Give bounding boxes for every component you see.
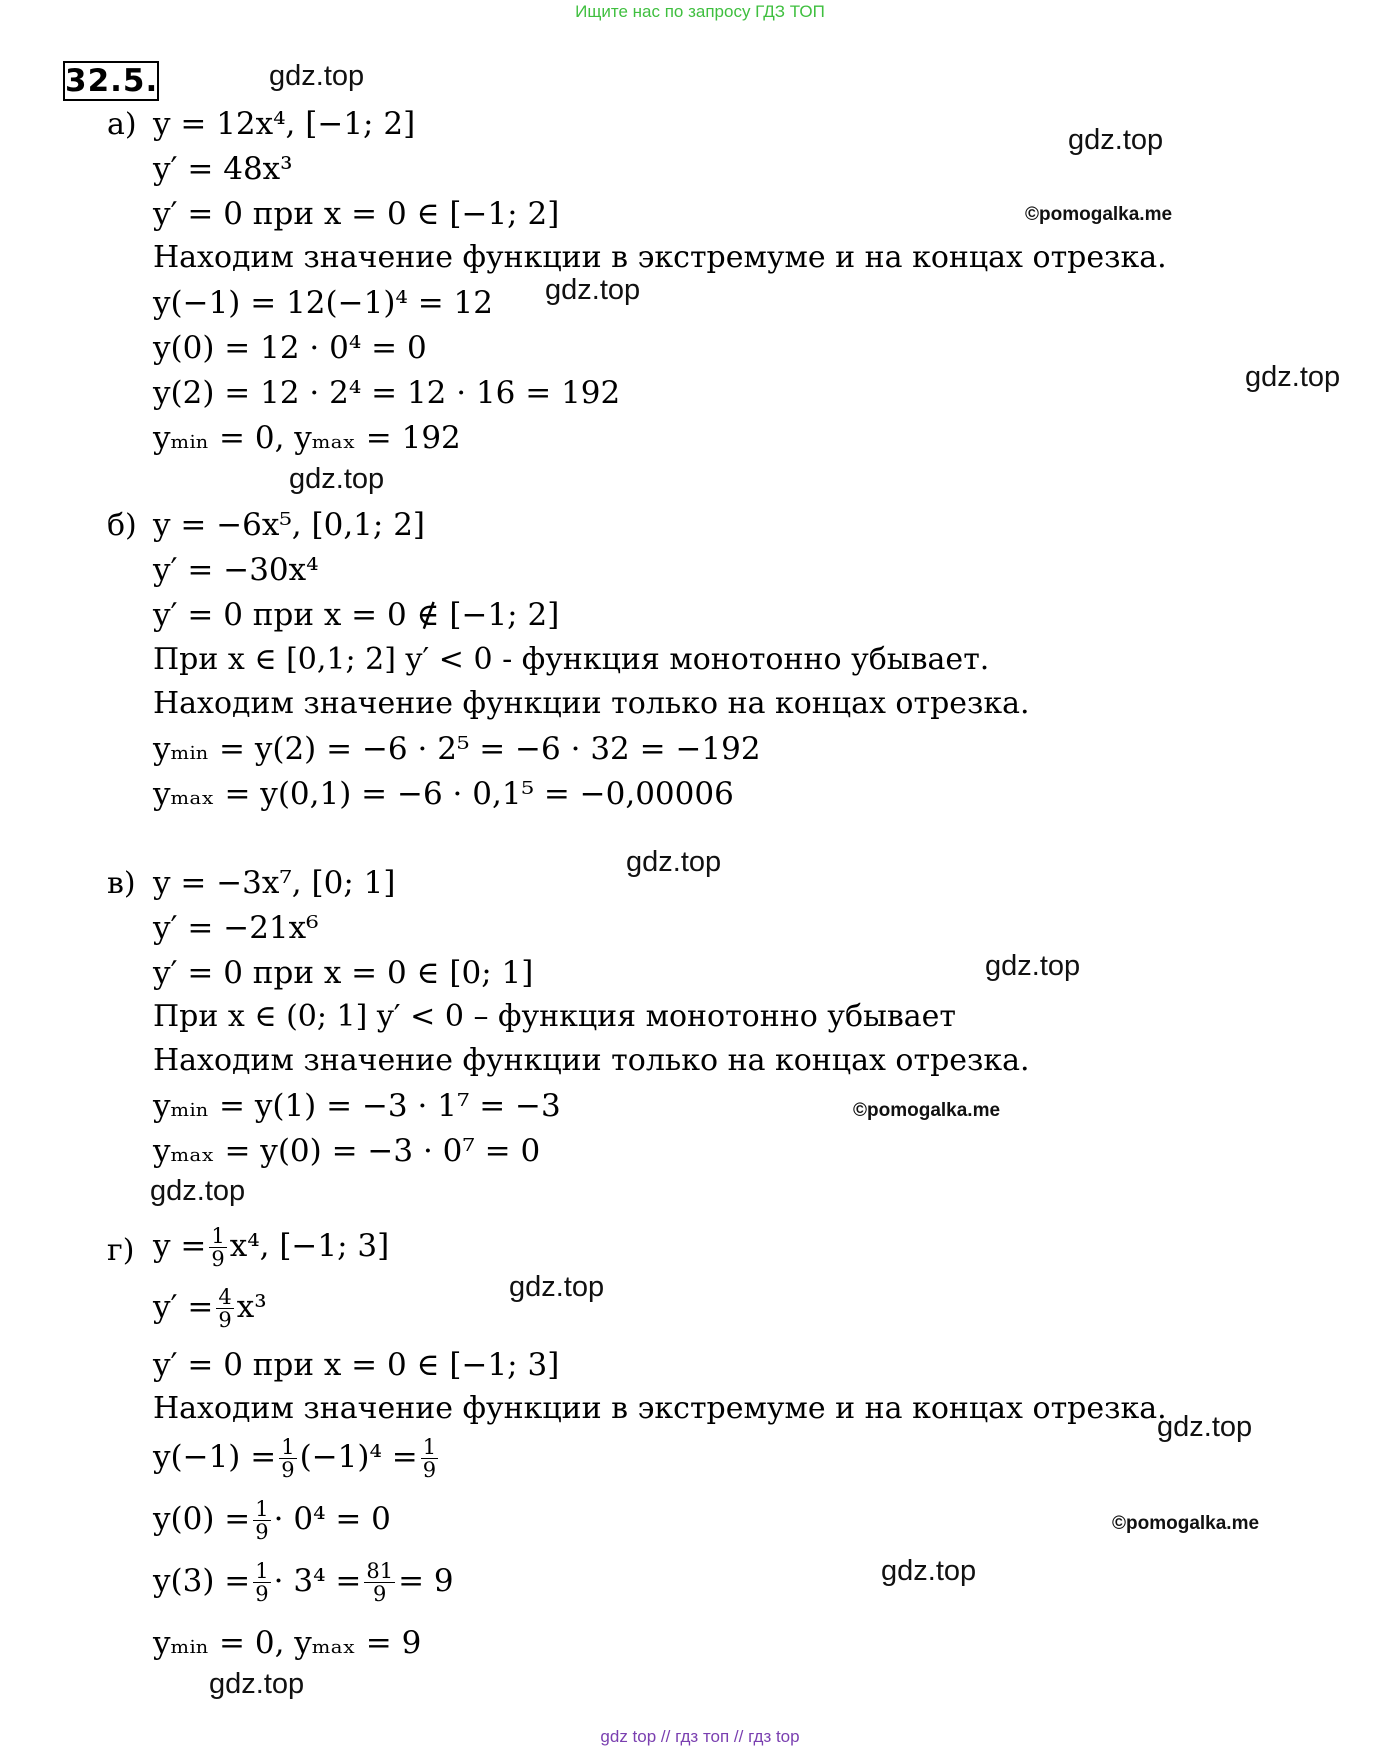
fraction-numerator: 1: [422, 1435, 437, 1459]
part-b-line: y = −6x⁵, [0,1; 2]: [153, 507, 426, 543]
part-g-text: (−1)⁴ =: [299, 1439, 418, 1475]
fraction: [216, 1286, 233, 1331]
part-g-text: x³: [236, 1289, 267, 1325]
watermark-gdz: gdz.top: [1157, 1411, 1253, 1443]
part-g-text: y(0) =: [153, 1501, 251, 1537]
watermark-gdz: gdz.top: [626, 846, 722, 878]
watermark-copyright: ©pomogalka.me: [853, 1100, 1001, 1121]
watermark-gdz: gdz.top: [881, 1555, 977, 1587]
part-a-line: y(2) = 12 · 2⁴ = 12 · 16 = 192: [153, 375, 621, 411]
fraction-denominator: 9: [255, 1520, 269, 1544]
watermark-gdz: gdz.top: [150, 1175, 246, 1207]
part-a-line: y′ = 48x³: [153, 151, 293, 187]
part-a-line: Находим значение функции в экстремуме и на концах отрезка.: [153, 240, 1167, 275]
part-g-label: г): [107, 1233, 135, 1268]
part-g-line: [153, 1498, 391, 1543]
part-g-text: y′ =: [153, 1289, 214, 1325]
fraction-denominator: 9: [281, 1458, 295, 1482]
part-a-line: y(−1) = 12(−1)⁴ = 12: [153, 285, 493, 321]
watermark-gdz: gdz.top: [289, 463, 385, 495]
part-g-text: y(−1) =: [153, 1439, 277, 1475]
part-v-line: yₘᵢₙ = y(1) = −3 · 1⁷ = −3: [153, 1088, 561, 1124]
part-v-line: Находим значение функции только на концах отрезка.: [153, 1043, 1030, 1078]
fraction-denominator: 9: [218, 1308, 232, 1332]
part-b-line: y′ = 0 при x = 0 ∉ [−1; 2]: [153, 597, 560, 633]
fraction-numerator: 1: [255, 1497, 269, 1521]
fraction-denominator: 9: [255, 1582, 269, 1606]
fraction-denominator: 9: [422, 1458, 437, 1482]
part-g-line: [153, 1560, 454, 1605]
top-banner: Ищите нас по запросу ГДЗ ТОП: [575, 2, 825, 21]
watermark-copyright: ©pomogalka.me: [1025, 204, 1173, 225]
fraction: [279, 1436, 296, 1481]
fraction: [364, 1560, 395, 1605]
watermark-gdz: gdz.top: [545, 274, 641, 306]
watermark-gdz: gdz.top: [269, 60, 365, 92]
problem-number: 32.5.: [65, 63, 159, 99]
fraction: [253, 1498, 270, 1543]
fraction-numerator: 1: [255, 1559, 269, 1583]
watermark-copyright: ©pomogalka.me: [1112, 1513, 1260, 1534]
fraction-numerator: 1: [211, 1224, 225, 1248]
part-a-line: y(0) = 12 · 0⁴ = 0: [153, 330, 427, 366]
part-g-line: [153, 1436, 441, 1481]
part-a-line: y = 12x⁴, [−1; 2]: [153, 106, 416, 142]
part-b-line: При x ∈ [0,1; 2] y′ < 0 - функция монотонно убывает.: [153, 642, 990, 677]
part-b-label: б): [107, 508, 137, 543]
part-g-text: · 3⁴ =: [273, 1563, 362, 1599]
part-b-line: yₘₐₓ = y(0,1) = −6 · 0,1⁵ = −0,00006: [153, 776, 734, 812]
part-v-line: При x ∈ (0; 1] y′ < 0 – функция монотонно убывает: [153, 999, 957, 1034]
part-a-label: а): [107, 107, 137, 142]
fraction: [421, 1436, 438, 1481]
part-b-line: Находим значение функции только на концах отрезка.: [153, 686, 1030, 721]
part-g-text: x⁴, [−1; 3]: [229, 1228, 390, 1264]
part-g-text: = 9: [398, 1563, 454, 1599]
part-v-line: y′ = −21x⁶: [153, 910, 319, 946]
part-a-line: yₘᵢₙ = 0, yₘₐₓ = 192: [153, 420, 461, 456]
part-g-text: · 0⁴ = 0: [273, 1501, 391, 1537]
watermark-gdz: gdz.top: [1245, 361, 1341, 393]
part-v-label: в): [107, 866, 136, 901]
fraction: [209, 1225, 226, 1270]
watermark-gdz: gdz.top: [209, 1668, 305, 1700]
bottom-banner: gdz top // гдз топ // гдз top: [600, 1727, 800, 1746]
fraction-denominator: 9: [373, 1582, 387, 1606]
part-g-line: Находим значение функции в экстремуме и на концах отрезка.: [153, 1391, 1167, 1426]
watermark-gdz: gdz.top: [509, 1271, 605, 1303]
part-g-line: y′ = 0 при x = 0 ∈ [−1; 3]: [153, 1347, 560, 1383]
fraction: [253, 1560, 270, 1605]
part-g-line: [153, 1286, 267, 1331]
part-a-line: y′ = 0 при x = 0 ∈ [−1; 2]: [153, 196, 560, 232]
part-g-text: y(3) =: [153, 1563, 251, 1599]
part-g-text: y =: [153, 1228, 207, 1264]
part-b-line: y′ = −30x⁴: [153, 552, 319, 588]
fraction-numerator: 81: [366, 1559, 394, 1583]
part-v-line: y = −3x⁷, [0; 1]: [153, 865, 396, 901]
fraction-numerator: 4: [218, 1285, 232, 1309]
part-g-line: [153, 1225, 389, 1270]
part-v-line: yₘₐₓ = y(0) = −3 · 0⁷ = 0: [153, 1133, 541, 1169]
fraction-denominator: 9: [211, 1247, 225, 1271]
part-b-line: yₘᵢₙ = y(2) = −6 · 2⁵ = −6 · 32 = −192: [153, 731, 761, 767]
watermark-gdz: gdz.top: [985, 950, 1081, 982]
watermark-gdz: gdz.top: [1068, 124, 1164, 156]
part-v-line: y′ = 0 при x = 0 ∈ [0; 1]: [153, 955, 534, 991]
fraction-numerator: 1: [281, 1435, 295, 1459]
part-g-line: yₘᵢₙ = 0, yₘₐₓ = 9: [153, 1625, 422, 1661]
